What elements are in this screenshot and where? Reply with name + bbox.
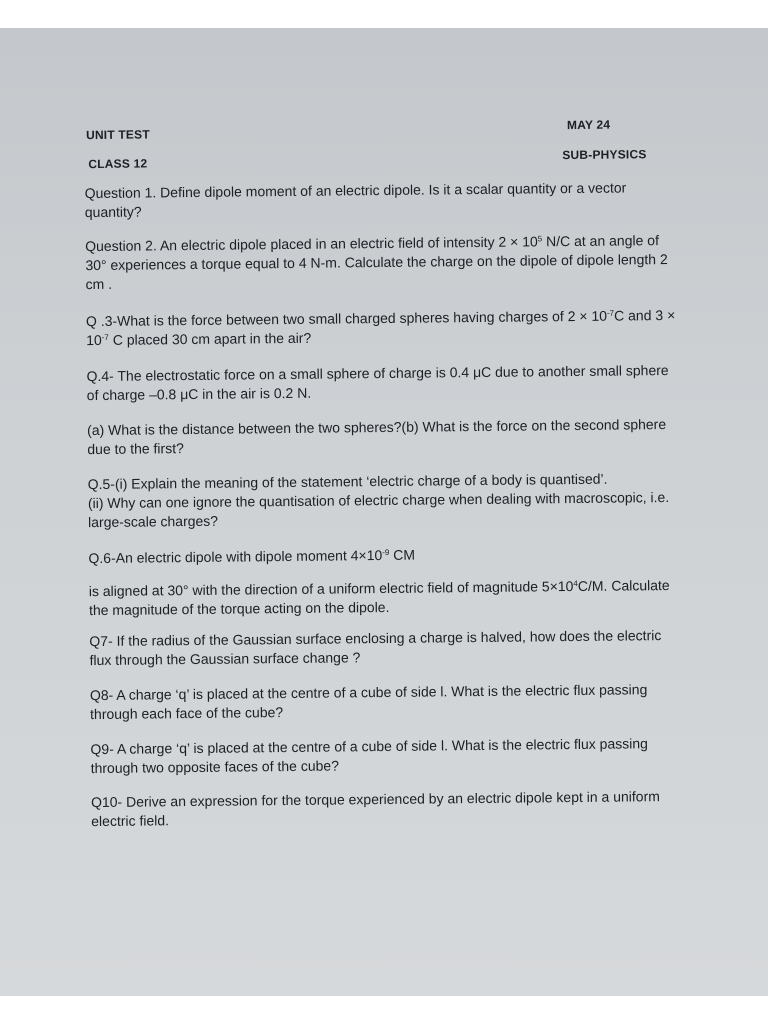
question-3-exponent-1: -7 <box>606 308 615 318</box>
question-3-text-a: Q .3-What is the force between two small charged spheres having charges of 2 × 10 <box>85 307 608 330</box>
question-3 <box>86 306 676 350</box>
question-6-cont-exponent: 4 <box>573 578 578 589</box>
question-5-part-ii: (ii) Why can one ignore the quantisation of electric charge when dealing with macroscopic, i.e. large-scale charges? <box>87 489 670 531</box>
question-3-text-c: C placed 30 cm apart in the air? <box>108 329 312 348</box>
question-6 <box>88 543 678 568</box>
question-3-exponent-2: -7 <box>101 332 109 342</box>
question-sheet <box>0 28 768 996</box>
test-date: MAY 24 <box>566 117 611 133</box>
unit-test-title: UNIT TEST <box>85 127 150 143</box>
question-1: Question 1. Define dipole moment of an electric dipole. Is it a scalar quantity or a vector quantity? <box>84 179 627 221</box>
question-6-text-a: Q.6-An electric dipole with dipole moment 4×10 <box>88 547 383 567</box>
question-8: Q8- A charge ‘q’ is placed at the centre of a cube of side l. What is the electric flux passing through each face of the cube? <box>89 681 648 723</box>
question-4: Q.4- The electrostatic force on a small sphere of charge is 0.4 μC due to another small sphere of charge –0.8 μC in the air is 0.2 N. <box>86 362 669 404</box>
class-label: CLASS 12 <box>88 156 148 172</box>
photographed-page <box>0 28 768 996</box>
question-2 <box>85 231 676 294</box>
question-6-exponent: -9 <box>382 547 390 558</box>
question-2-exponent: 5 <box>537 234 543 244</box>
question-2-text-b: N/C at an angle of 30° experiences a torque equal to 4 N-m. Calculate the charge on the dipole of dipole length 2 cm . <box>85 232 668 293</box>
question-6-cont-text-b: C/M. Calculate the magnitude of the torque acting on the dipole. <box>88 577 670 619</box>
question-5 <box>88 469 679 532</box>
subject-label: SUB-PHYSICS <box>562 147 647 163</box>
question-6-cont-text-a: is aligned at 30° with the direction of a uniform electric field of magnitude 5×10 <box>88 578 574 600</box>
question-2-text-a: Question 2. An electric dipole placed in an electric field of intensity 2 × 10 <box>85 233 538 255</box>
question-10: Q10- Derive an expression for the torque experienced by an electric dipole kept in a uniform electric field. <box>90 788 660 830</box>
question-6-continued <box>89 576 679 620</box>
question-7: Q7- If the radius of the Gaussian surface enclosing a charge is halved, how does the electric flux through the Gaussian surface change ? <box>89 627 662 669</box>
question-5-part-i: Q.5-(i) Explain the meaning of the statement ‘electric charge of a body is quantised’. <box>87 470 608 493</box>
question-9: Q9- A charge ‘q’ is placed at the centre of a cube of side l. What is the electric flux passing through two opposite faces of the cube? <box>90 735 648 777</box>
question-6-text-b: CM <box>389 546 416 563</box>
question-4-parts: (a) What is the distance between the two spheres?(b) What is the force on the second sphere due to the first? <box>87 416 667 458</box>
question-3-text-b: C and 3 × 10 <box>86 306 676 349</box>
